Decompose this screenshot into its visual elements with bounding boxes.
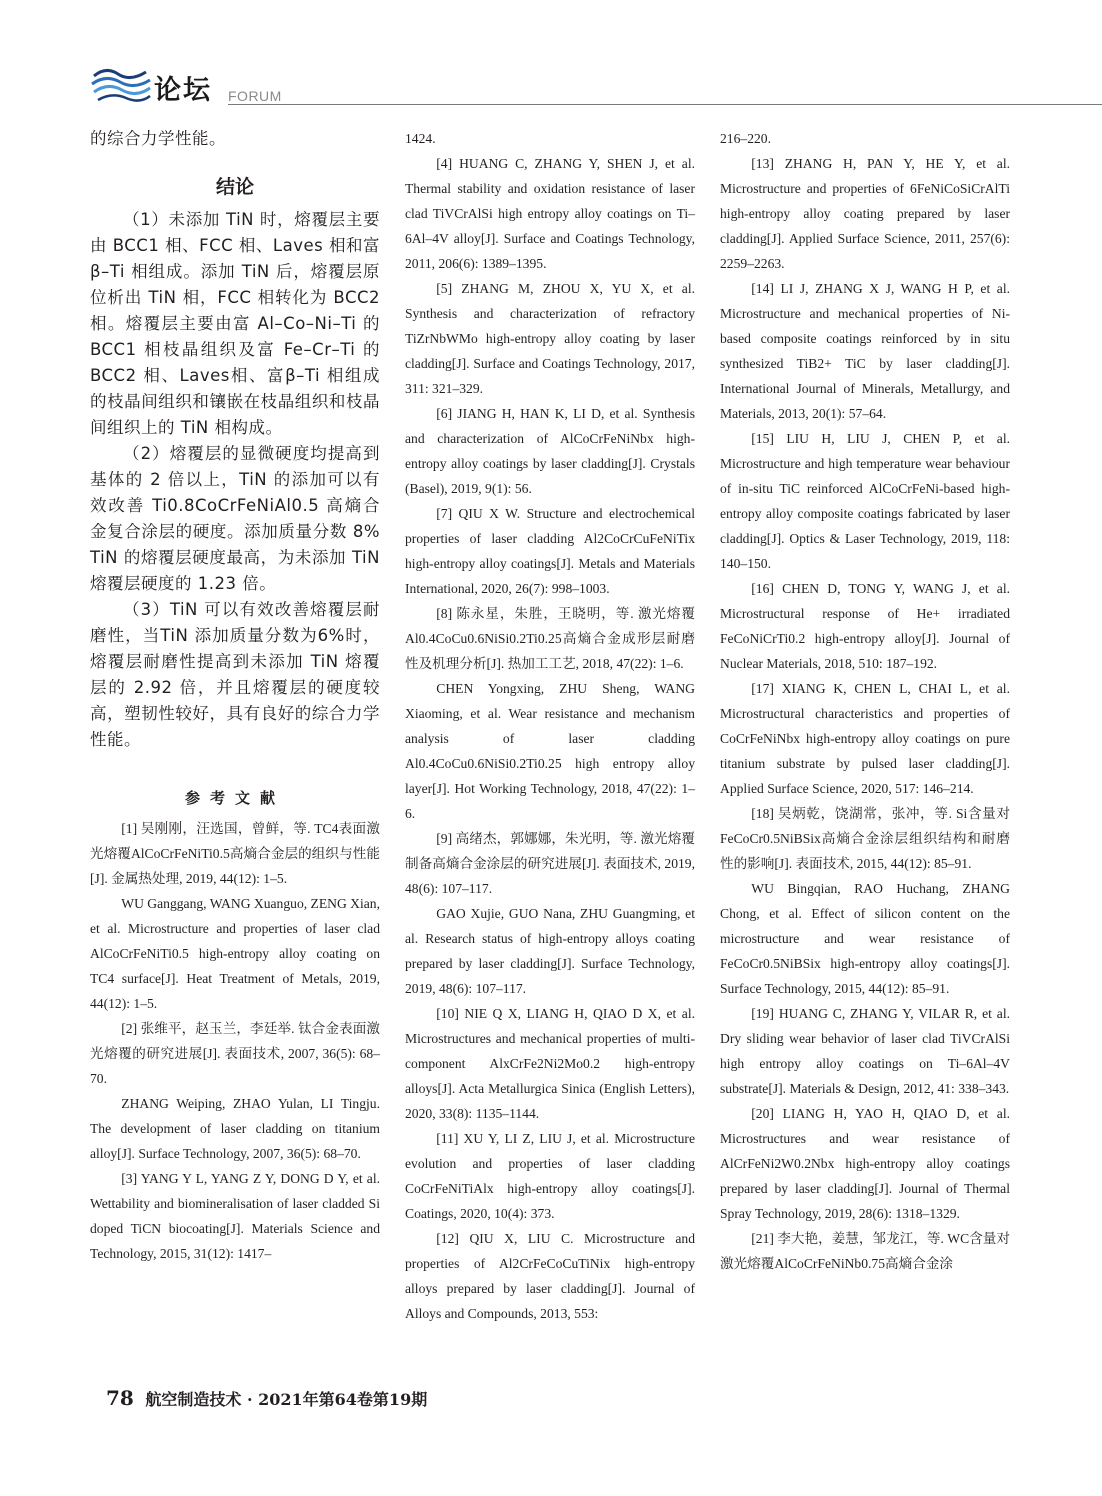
reference-item: [13] ZHANG H, PAN Y, HE Y, et al. Microstructure and properties of 6FeNiCoSiCrAlTi high-entropy alloy coating prepared by laser cladding[J]. Applied Surface Science, 2011, 257(6): 2259–2263. bbox=[720, 156, 1010, 271]
section-title-en: FORUM bbox=[228, 88, 282, 104]
reference-item: [14] LI J, ZHANG X J, WANG H P, et al. Microstructure and mechanical properties of Ni-based composite coatings reinforced by in situ synthesized TiB2+ TiC by laser cladding[J]. International Journal of Minerals, Metallurgy, and Materials, 2013, 20(1): 57–64. bbox=[720, 281, 1010, 421]
column-left bbox=[90, 126, 380, 1266]
conclusion-paragraph-2: （2）熔覆层的显微硬度均提高到基体的 2 倍以上，TiN 的添加可以有效改善 Ti0.8CoCrFeNiAl0.5 高熵合金复合涂层的硬度。添加质量分数 8% TiN 的熔覆层硬度最高，为未添加 TiN 熔覆层硬度的 1.23 倍。 bbox=[90, 444, 380, 593]
reference-item-en: WU Bingqian, RAO Huchang, ZHANG Chong, et al. Effect of silicon content on the microstructure and wear resistance of FeCoCr0.5NiBSix high-entropy alloy coatings[J]. Surface Technology, 2015, 44(12): 85–91. bbox=[720, 881, 1010, 996]
reference-item: [16] CHEN D, TONG Y, WANG J, et al. Microstructural response of He+ irradiated FeCoNiCrTi0.2 high-entropy alloy[J]. Journal of Nuclear Materials, 2018, 510: 187–192. bbox=[720, 581, 1010, 671]
conclusion-heading: 结论 bbox=[215, 176, 254, 198]
journal-info: 航空制造技术 · 2021年第64卷第19期 bbox=[145, 1390, 428, 1409]
reference-item: [7] QIU X W. Structure and electrochemical properties of laser cladding Al2CoCrCuFeNiTix high-entropy alloy coatings[J]. Metals and Materials International, 2020, 26(7): 998–1003. bbox=[405, 506, 695, 596]
waves-logo-icon bbox=[88, 62, 154, 106]
reference-item: [17] XIANG K, CHEN L, CHAI L, et al. Microstructural characteristics and properties of CoCrFeNiNbx high-entropy alloy coatings on pure titanium substrate by pulsed laser cladding[J]. Applied Surface Science, 2020, 517: 146–214. bbox=[720, 681, 1010, 796]
reference-item: [6] JIANG H, HAN K, LI D, et al. Synthesis and characterization of AlCoCrFeNiNbx high-entropy alloy coatings by laser cladding[J]. Crystals (Basel), 2019, 9(1): 56. bbox=[405, 406, 695, 496]
page-number: 78 bbox=[106, 1386, 134, 1410]
reference-item-en: CHEN Yongxing, ZHU Sheng, WANG Xiaoming, et al. Wear resistance and mechanism analysis of laser cladding Al0.4CoCu0.6NiSi0.2Ti0.25 high entropy alloy layer[J]. Hot Working Technology, 2018, 47(22): 1–6. bbox=[405, 681, 695, 821]
reference-item: [19] HUANG C, ZHANG Y, VILAR R, et al. Dry sliding wear behavior of laser clad TiVCrAlSi high entropy alloy coatings on Ti–6Al–4V substrate[J]. Materials & Design, 2012, 41: 338–343. bbox=[720, 1006, 1010, 1096]
reference-item: [20] LIANG H, YAO H, QIAO D, et al. Microstructures and wear resistance of AlCrFeNi2W0.2Nbx high-entropy alloy coatings prepared by laser cladding[J]. Journal of Thermal Spray Technology, 2019, 28(6): 1318–1329. bbox=[720, 1106, 1010, 1221]
page-header bbox=[88, 62, 1102, 112]
reference-item: [15] LIU H, LIU J, CHEN P, et al. Microstructure and high temperature wear behaviour of in-situ TiC reinforced AlCoCrFeNi-based high-entropy alloy composite coatings fabricated by laser cladding[J]. Optics & Laser Technology, 2019, 118: 140–150. bbox=[720, 431, 1010, 571]
reference-item-en: WU Ganggang, WANG Xuanguo, ZENG Xian, et al. Microstructure and properties of laser clad AlCoCrFeNiTi0.5 high-entropy alloy coating on TC4 surface[J]. Heat Treatment of Metals, 2019, 44(12): 1–5. bbox=[90, 896, 380, 1011]
reference-item-en: GAO Xujie, GUO Nana, ZHU Guangming, et al. Research status of high-entropy alloys coating prepared by laser cladding[J]. Surface Technology, 2019, 48(6): 107–117. bbox=[405, 906, 695, 996]
reference-item: [21] 李大艳，姜慧，邹龙江，等. WC含量对激光熔覆AlCoCrFeNiNb0.75高熵合金涂 bbox=[720, 1231, 1010, 1271]
conclusion-paragraph-3: （3）TiN 可以有效改善熔覆层耐磨性，当TiN 添加质量分数为6%时，熔覆层耐磨性提高到未添加 TiN 熔覆层的 2.92 倍，并且熔覆层的硬度较高，塑韧性较好，具有良好的综合力学性能。 bbox=[90, 600, 380, 749]
reference-item: [1] 吴刚刚，汪选国，曾鲜，等. TC4表面激光熔覆AlCoCrFeNiTi0.5高熵合金层的组织与性能[J]. 金属热处理, 2019, 44(12): 1–5. bbox=[90, 821, 380, 886]
reference-item: [12] QIU X, LIU C. Microstructure and properties of Al2CrFeCoCuTiNix high-entropy alloys prepared by laser cladding[J]. Journal of Alloys and Compounds, 2013, 553: bbox=[405, 1231, 695, 1321]
page-footer bbox=[106, 1386, 427, 1410]
reference-item: [3] YANG Y L, YANG Z Y, DONG D Y, et al. Wettability and biomineralisation of laser cladded Si doped TiCN biocoating[J]. Materials Science and Technology, 2015, 31(12): 1417– bbox=[90, 1171, 380, 1261]
reference-item: [8] 陈永星，朱胜，王晓明，等. 激光熔覆Al0.4CoCu0.6NiSi0.2Ti0.25高熵合金成形层耐磨性及机理分析[J]. 热加工工艺, 2018, 47(22): 1–6. bbox=[405, 606, 695, 671]
reference-item: [5] ZHANG M, ZHOU X, YU X, et al. Synthesis and characterization of refractory TiZrNbWMo high-entropy alloy coating by laser cladding[J]. Surface and Coatings Technology, 2017, 311: 321–329. bbox=[405, 281, 695, 396]
lead-text: 的综合力学性能。 bbox=[90, 129, 226, 148]
reference-item: [10] NIE Q X, LIANG H, QIAO D X, et al. Microstructures and mechanical properties of multi-component AlxCrFe2Ni2Mo0.2 high-entropy alloys[J]. Acta Metallurgica Sinica (English Letters), 2020, 33(8): 1135–1144. bbox=[405, 1006, 695, 1121]
reference-item: [11] XU Y, LI Z, LIU J, et al. Microstructure evolution and properties of laser cladding CoCrFeNiTiAlx high-entropy alloy coatings[J]. Coatings, 2020, 10(4): 373. bbox=[405, 1131, 695, 1221]
header-rule bbox=[228, 104, 1102, 105]
reference-item: [18] 吴炳乾，饶湖常，张冲，等. Si含量对FeCoCr0.5NiBSix高熵合金涂层组织结构和耐磨性的影响[J]. 表面技术, 2015, 44(12): 85–91. bbox=[720, 806, 1010, 871]
reference-continuation: 1424. bbox=[405, 131, 436, 146]
reference-item: [9] 高绪杰，郭娜娜，朱光明，等. 激光熔覆制备高熵合金涂层的研究进展[J]. 表面技术, 2019, 48(6): 107–117. bbox=[405, 831, 695, 896]
references-heading: 参考文献 bbox=[184, 789, 285, 807]
reference-continuation: 216–220. bbox=[720, 131, 771, 146]
column-right bbox=[720, 126, 1010, 1276]
section-title-zh: 论坛 bbox=[154, 75, 212, 106]
reference-item-en: ZHANG Weiping, ZHAO Yulan, LI Tingju. The development of laser cladding on titanium alloy[J]. Surface Technology, 2007, 36(5): 68–70. bbox=[90, 1096, 380, 1161]
reference-item: [4] HUANG C, ZHANG Y, SHEN J, et al. Thermal stability and oxidation resistance of laser clad TiVCrAlSi high entropy alloy coatings on Ti–6Al–4V alloy[J]. Surface and Coatings Technology, 2011, 206(6): 1389–1395. bbox=[405, 156, 695, 271]
conclusion-paragraph-1: （1）未添加 TiN 时，熔覆层主要由 BCC1 相、FCC 相、Laves 相和富β–Ti 相组成。添加 TiN 后，熔覆层原位析出 TiN 相，FCC 相转化为 BCC2 相。熔覆层主要由富 Al–Co–Ni–Ti 的 BCC1 相枝晶组织及富 Fe–Cr–Ti 的 BCC2 相、Laves相、富β–Ti 相组成的枝晶间组织和镶嵌在枝晶组织和枝晶间组织上的 TiN 相构成。 bbox=[90, 210, 380, 437]
reference-item: [2] 张维平，赵玉兰，李廷举. 钛合金表面激光熔覆的研究进展[J]. 表面技术, 2007, 36(5): 68–70. bbox=[90, 1021, 380, 1086]
column-middle bbox=[405, 126, 695, 1326]
